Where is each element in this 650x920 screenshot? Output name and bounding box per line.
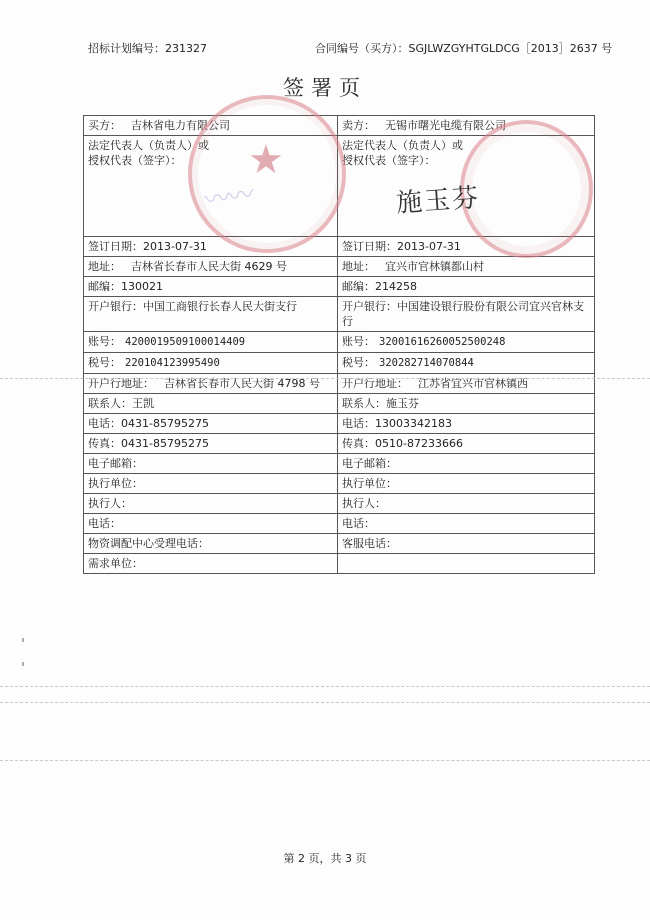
phone-value: 13003342183 — [375, 417, 452, 430]
customer-service-phone-cell — [338, 534, 595, 554]
plan-number-label: 招标计划编号： — [88, 42, 165, 55]
seller-account-cell — [338, 332, 595, 353]
bank-value: 中国工商银行长春人民大街支行 — [143, 300, 297, 313]
bank-address-label: 开户行地址： — [342, 377, 408, 390]
seller-postcode-cell — [338, 277, 595, 297]
seller-date-cell — [338, 237, 595, 257]
postcode-label: 邮编： — [88, 280, 121, 293]
page-title: 签署页 — [283, 76, 367, 100]
buyer-contact-cell — [84, 394, 338, 414]
seller-fax-cell — [338, 434, 595, 454]
page-footer: 第 2 页，共 3 页 — [283, 852, 367, 865]
dispatch-center-phone-label: 物资调配中心受理电话： — [88, 537, 209, 550]
buyer-exec-unit-cell — [84, 474, 338, 494]
table-row — [84, 414, 595, 434]
buyer-bank-address-cell — [84, 374, 338, 394]
seller-bank-address-cell — [338, 374, 595, 394]
address-label: 地址： — [342, 260, 375, 273]
signature-table — [83, 115, 595, 574]
date-label: 签订日期： — [342, 240, 397, 253]
buyer-executor-cell — [84, 494, 338, 514]
scan-artifact-mark — [22, 662, 24, 666]
date-value: 2013-07-31 — [397, 240, 461, 253]
address-label: 地址： — [88, 260, 121, 273]
scan-artifact-line — [0, 378, 650, 379]
seller-exec-phone-cell — [338, 514, 595, 534]
contract-number-label: 合同编号（买方）： — [315, 42, 409, 55]
buyer-fax-cell — [84, 434, 338, 454]
demand-unit-label: 需求单位： — [88, 557, 143, 570]
contact-label: 联系人： — [342, 397, 386, 410]
exec-unit-label: 执行单位： — [88, 477, 143, 490]
seller-email-cell — [338, 454, 595, 474]
buyer-date-cell — [84, 237, 338, 257]
rep-line1: 法定代表人（负责人）或 — [88, 139, 209, 152]
table-row — [84, 494, 595, 514]
buyer-email-cell — [84, 454, 338, 474]
empty-cell — [338, 554, 595, 574]
buyer-bank-cell — [84, 297, 338, 332]
buyer-label: 买方： — [88, 119, 121, 132]
exec-unit-label: 执行单位： — [342, 477, 397, 490]
table-row — [84, 434, 595, 454]
scan-artifact-line — [0, 686, 650, 687]
table-row — [84, 534, 595, 554]
bank-label: 开户银行： — [342, 300, 397, 313]
demand-unit-cell — [84, 554, 338, 574]
plan-number — [88, 40, 207, 56]
address-value: 吉林省长春市人民大街 4629 号 — [131, 260, 287, 273]
exec-phone-label: 电话： — [342, 517, 375, 530]
seller-value: 无锡市曙光电缆有限公司 — [385, 119, 506, 132]
table-row — [84, 374, 595, 394]
table-row — [84, 257, 595, 277]
star-icon: ★ — [248, 137, 284, 183]
table-row — [84, 136, 595, 237]
account-label: 账号： — [88, 335, 121, 348]
postcode-value: 130021 — [121, 280, 163, 293]
seller-signature: 施玉芬 — [395, 183, 482, 219]
tax-label: 税号： — [342, 356, 375, 369]
phone-label: 电话： — [88, 417, 121, 430]
buyer-account-cell — [84, 332, 338, 353]
account-value: 4200019509100014409 — [125, 336, 246, 348]
seller-exec-unit-cell — [338, 474, 595, 494]
contact-label: 联系人： — [88, 397, 132, 410]
phone-label: 电话： — [342, 417, 375, 430]
rep-line2: 授权代表（签字）： — [342, 154, 436, 167]
postcode-value: 214258 — [375, 280, 417, 293]
dispatch-center-phone-cell — [84, 534, 338, 554]
account-value: 32001616260052500248 — [379, 336, 506, 348]
bank-address-value: 江苏省宜兴市官林镇西 — [418, 377, 528, 390]
fax-label: 传真： — [88, 437, 121, 450]
table-row — [84, 353, 595, 374]
seller-cell — [338, 116, 595, 136]
table-row — [84, 237, 595, 257]
phone-value: 0431-85795275 — [121, 417, 209, 430]
scan-artifact-line — [0, 702, 650, 703]
tax-value: 320282714070844 — [379, 357, 474, 369]
seller-label: 卖方： — [342, 119, 375, 132]
table-row — [84, 277, 595, 297]
buyer-exec-phone-cell — [84, 514, 338, 534]
fax-value: 0431-85795275 — [121, 437, 209, 450]
table-row — [84, 474, 595, 494]
buyer-address-cell — [84, 257, 338, 277]
scan-artifact-mark — [22, 638, 24, 642]
date-label: 签订日期： — [88, 240, 143, 253]
postcode-label: 邮编： — [342, 280, 375, 293]
seal-handwriting: 〰〰 — [202, 179, 255, 217]
table-row — [84, 394, 595, 414]
fax-label: 传真： — [342, 437, 375, 450]
plan-number-value: 231327 — [165, 42, 207, 55]
rep-line2: 授权代表（签字）： — [88, 154, 182, 167]
buyer-postcode-cell — [84, 277, 338, 297]
email-label: 电子邮箱： — [88, 457, 143, 470]
bank-address-label: 开户行地址： — [88, 377, 154, 390]
seller-bank-cell — [338, 297, 595, 332]
account-label: 账号： — [342, 335, 375, 348]
customer-service-phone-label: 客服电话： — [342, 537, 397, 550]
contact-value: 施玉芬 — [386, 397, 419, 410]
bank-address-value: 吉林省长春市人民大街 4798 号 — [164, 377, 320, 390]
executor-label: 执行人： — [88, 497, 132, 510]
seller-tax-cell — [338, 353, 595, 374]
bank-label: 开户银行： — [88, 300, 143, 313]
tax-label: 税号： — [88, 356, 121, 369]
seller-phone-cell — [338, 414, 595, 434]
buyer-tax-cell — [84, 353, 338, 374]
rep-line1: 法定代表人（负责人）或 — [342, 139, 463, 152]
bank-value: 中国建设银行股份有限公司宜兴官林支行 — [342, 300, 584, 328]
tax-value: 220104123995490 — [125, 357, 220, 369]
contact-value: 王凯 — [132, 397, 154, 410]
buyer-cell — [84, 116, 338, 136]
table-row — [84, 554, 595, 574]
buyer-representative-cell — [84, 136, 338, 237]
buyer-value: 吉林省电力有限公司 — [131, 119, 230, 132]
table-row — [84, 297, 595, 332]
seller-address-cell — [338, 257, 595, 277]
table-row — [84, 332, 595, 353]
seller-contact-cell — [338, 394, 595, 414]
contract-number-value: SGJLWZGYHTGLDCG［2013］2637 号 — [408, 42, 613, 55]
date-value: 2013-07-31 — [143, 240, 207, 253]
table-row — [84, 454, 595, 474]
contract-number — [315, 40, 612, 56]
table-row — [84, 116, 595, 136]
email-label: 电子邮箱： — [342, 457, 397, 470]
executor-label: 执行人： — [342, 497, 386, 510]
exec-phone-label: 电话： — [88, 517, 121, 530]
scan-artifact-line — [0, 760, 650, 761]
table-row — [84, 514, 595, 534]
seller-executor-cell — [338, 494, 595, 514]
buyer-phone-cell — [84, 414, 338, 434]
fax-value: 0510-87233666 — [375, 437, 463, 450]
address-value: 宜兴市官林镇都山村 — [385, 260, 484, 273]
